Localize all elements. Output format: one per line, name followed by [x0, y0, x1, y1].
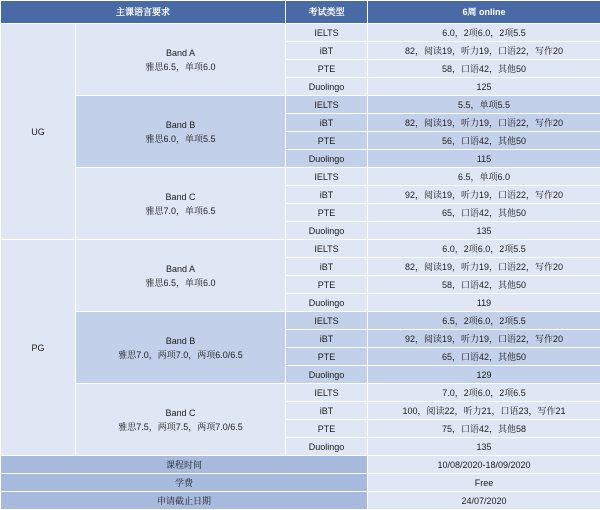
- score-requirement-cell: 6.0，2项6.0，2项5.5: [368, 240, 600, 258]
- exam-type-cell: iBT: [286, 186, 368, 204]
- table-body: [1, 24, 600, 510]
- score-requirement-cell: 58，口语42，其他50: [368, 276, 600, 294]
- exam-type-cell: PTE: [286, 348, 368, 366]
- footer-label: 学费: [1, 474, 368, 492]
- score-requirement-cell: 56，口语42，其他50: [368, 132, 600, 150]
- exam-type-cell: Duolingo: [286, 222, 368, 240]
- table-row: [1, 168, 600, 186]
- header-exam-type: 考试类型: [286, 1, 368, 24]
- band-name: Band A: [76, 46, 285, 60]
- exam-type-cell: Duolingo: [286, 78, 368, 96]
- pg-level-label: PG: [1, 240, 76, 456]
- band-name: Band B: [76, 334, 285, 348]
- score-requirement-cell: 58，口语42，其他50: [368, 60, 600, 78]
- exam-type-cell: IELTS: [286, 312, 368, 330]
- table-row: [1, 96, 600, 114]
- header-language-requirement: 主课语言要求: [1, 1, 286, 24]
- table-row: [1, 240, 600, 258]
- band-requirement-cell: [76, 384, 286, 456]
- footer-label: 申请截止日期: [1, 492, 368, 510]
- score-requirement-cell: 82，阅读19，听力19，口语22，写作20: [368, 258, 600, 276]
- band-requirement-cell: [76, 96, 286, 168]
- band-name: Band C: [76, 406, 285, 420]
- band-requirement-cell: [76, 240, 286, 312]
- band-requirement-cell: [76, 24, 286, 96]
- score-requirement-cell: 82，阅读19，听力19，口语22，写作20: [368, 42, 600, 60]
- exam-type-cell: Duolingo: [286, 438, 368, 456]
- exam-type-cell: iBT: [286, 402, 368, 420]
- score-requirement-cell: 115: [368, 150, 600, 168]
- score-requirement-cell: 135: [368, 438, 600, 456]
- exam-type-cell: IELTS: [286, 168, 368, 186]
- band-requirement-cell: [76, 312, 286, 384]
- band-ielts-requirement: 雅思7.0，单项6.5: [76, 204, 285, 218]
- header-six-week-online: 6周 online: [368, 1, 600, 24]
- ug-level-label: UG: [1, 24, 76, 240]
- score-requirement-cell: 125: [368, 78, 600, 96]
- table-row: [1, 312, 600, 330]
- score-requirement-cell: 75，口语42，其他58: [368, 420, 600, 438]
- footer-label: 课程时间: [1, 456, 368, 474]
- table-row: [1, 24, 600, 42]
- exam-type-cell: PTE: [286, 204, 368, 222]
- score-requirement-cell: 65，口语42，其他50: [368, 204, 600, 222]
- score-requirement-cell: 5.5，单项5.5: [368, 96, 600, 114]
- score-requirement-cell: 119: [368, 294, 600, 312]
- exam-type-cell: Duolingo: [286, 150, 368, 168]
- footer-value: 24/07/2020: [368, 492, 600, 510]
- score-requirement-cell: 92，阅读19，听力19，口语22，写作20: [368, 186, 600, 204]
- band-ielts-requirement: 雅思6.0，单项5.5: [76, 132, 285, 146]
- score-requirement-cell: 6.5，2项6.0，2项5.5: [368, 312, 600, 330]
- exam-type-cell: IELTS: [286, 240, 368, 258]
- table-row: [1, 384, 600, 402]
- exam-type-cell: IELTS: [286, 96, 368, 114]
- footer-row: [1, 474, 600, 492]
- score-requirement-cell: 135: [368, 222, 600, 240]
- band-name: Band A: [76, 262, 285, 276]
- score-requirement-cell: 82，阅读19，听力19，口语22，写作20: [368, 114, 600, 132]
- exam-type-cell: iBT: [286, 42, 368, 60]
- band-requirement-cell: [76, 168, 286, 240]
- exam-type-cell: PTE: [286, 132, 368, 150]
- exam-type-cell: Duolingo: [286, 294, 368, 312]
- score-requirement-cell: 100，阅读22，听力21，口语23，写作21: [368, 402, 600, 420]
- footer-row: [1, 456, 600, 474]
- footer-value: Free: [368, 474, 600, 492]
- score-requirement-cell: 6.5，单项6.0: [368, 168, 600, 186]
- score-requirement-cell: 6.0，2项6.0，2项5.5: [368, 24, 600, 42]
- exam-type-cell: Duolingo: [286, 366, 368, 384]
- band-ielts-requirement: 雅思6.5，单项6.0: [76, 60, 285, 74]
- table-header-row: [1, 1, 600, 24]
- exam-type-cell: PTE: [286, 420, 368, 438]
- exam-type-cell: IELTS: [286, 24, 368, 42]
- score-requirement-cell: 92，阅读19，听力19，口语22，写作20: [368, 330, 600, 348]
- band-ielts-requirement: 雅思7.5，两项7.5，两项7.0/6.5: [76, 420, 285, 434]
- exam-type-cell: PTE: [286, 60, 368, 78]
- exam-type-cell: iBT: [286, 114, 368, 132]
- band-ielts-requirement: 雅思6.5，单项6.0: [76, 276, 285, 290]
- exam-type-cell: IELTS: [286, 384, 368, 402]
- exam-type-cell: iBT: [286, 258, 368, 276]
- score-requirement-cell: 65，口语42，其他50: [368, 348, 600, 366]
- band-ielts-requirement: 雅思7.0，两项7.0，两项6.0/6.5: [76, 348, 285, 362]
- exam-type-cell: iBT: [286, 330, 368, 348]
- band-name: Band B: [76, 118, 285, 132]
- footer-row: [1, 492, 600, 510]
- score-requirement-cell: 129: [368, 366, 600, 384]
- footer-value: 10/08/2020-18/09/2020: [368, 456, 600, 474]
- band-name: Band C: [76, 190, 285, 204]
- exam-type-cell: PTE: [286, 276, 368, 294]
- score-requirement-cell: 7.0，2项6.0，2项6.5: [368, 384, 600, 402]
